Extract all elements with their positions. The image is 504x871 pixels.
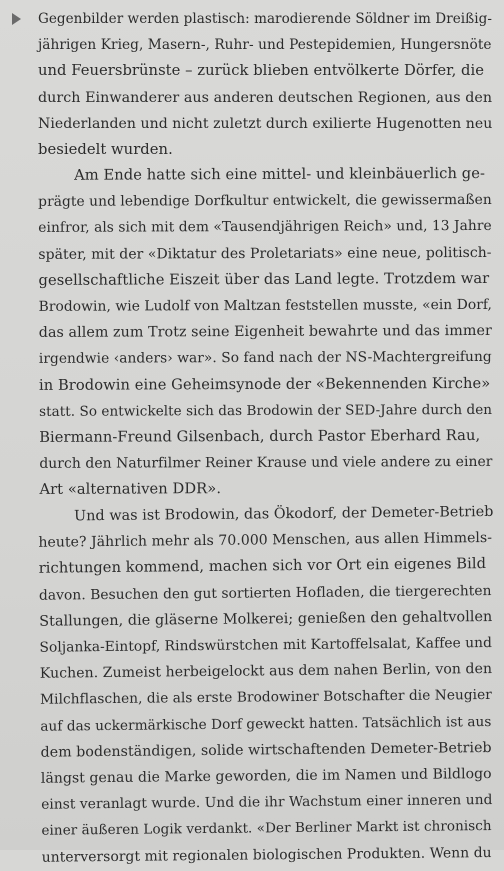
text-line: einfror, als sich mit dem «Tausendjährigen Reich» und, 13 Jahre: [38, 218, 492, 237]
text-line: Brodowin, wie Ludolf von Maltzan feststellen musste, «ein Dorf,: [38, 297, 493, 316]
text-line: statt. So entwickelte sich das Brodowin der SED-Jahre durch den: [39, 401, 493, 420]
text-line: besiedelt wurden.: [38, 141, 173, 159]
triangle-bullet-icon: [12, 13, 21, 25]
text-line: unterversorgt mit regionalen biologischen Produkten. Wenn du: [41, 844, 492, 866]
text-line: richtungen kommend, machen sich vor Ort ein eigenes Bild: [38, 555, 487, 577]
text-line: und Feuersbrünste – zurück blieben entvölkerte Dörfer, die: [38, 62, 485, 80]
text-line: Art «alternativen DDR».: [39, 480, 222, 499]
text-line: später, mit der «Diktatur des Proletariats» eine neue, politisch-: [38, 244, 492, 263]
text-line: längst genau die Marke geworden, die im Namen und Bildlogo: [40, 765, 492, 787]
text-line: durch den Naturfilmer Reiner Krause und viele andere zu einer: [39, 454, 493, 473]
text-line: irgendwie ‹anders› war». So fand nach der NS-Machtergreifung: [38, 349, 492, 368]
text-line: auf das uckermärkische Dorf geweckt hatten. Tatsächlich ist aus: [40, 713, 492, 735]
paragraph-2: [12, 161, 495, 504]
text-line: Soljanka-Eintopf, Rindswürstchen mit Kartoffelsalat, Kaffee und: [39, 634, 493, 656]
text-line: Gegenbilder werden plastisch: marodierende Söldner im Dreißig-: [38, 11, 492, 27]
paragraph-3: [12, 499, 498, 871]
text-line: einer äußeren Logik verdankt. «Der Berliner Markt ist chronisch: [41, 818, 492, 840]
text-line: Biermann-Freund Gilsenbach, durch Pastor Eberhard Rau,: [39, 427, 481, 447]
text-line: Am Ende hatte sich eine mittel- und kleinbäuerlich ge-: [74, 165, 486, 184]
text-line: das allem zum Trotz seine Eigenheit bewahrte und das immer: [38, 323, 492, 342]
text-line: Und was ist Brodowin, das Ökodorf, der Demeter-Betrieb: [74, 503, 494, 525]
text-line: gesellschaftliche Eiszeit über das Land legte. Trotzdem war: [38, 269, 490, 289]
text-line: Niederlanden und nicht zuletzt durch exilierte Hugenotten neu: [38, 115, 493, 132]
paragraph-1: [12, 6, 494, 163]
text-line: prägte und lebendige Dorfkultur entwickelt, die gewissermaßen: [38, 192, 492, 211]
text-line: Stallungen, die gläserne Molkerei; genießen den gehaltvollen: [39, 608, 493, 630]
text-line: Milchflaschen, die als erste Brodowiner Botschafter die Neugier: [39, 687, 492, 708]
text-line: heute? Jährlich mehr als 70.000 Menschen, aus allen Himmels-: [38, 530, 493, 551]
text-line: jährigen Krieg, Masern-, Ruhr- und Pestepidemien, Hungersnöte: [38, 37, 492, 54]
text-line: durch Einwanderer aus anderen deutschen Regionen, aus den: [38, 89, 493, 106]
text-line: dem bodenständigen, solide wirtschaftenden Demeter-Betrieb: [40, 739, 492, 761]
text-line: davon. Besuchen den gut sortierten Hofladen, die tiergerechten: [38, 582, 492, 604]
text-line: einst veranlagt wurde. Und die ihr Wachstum einer inneren und: [41, 792, 493, 813]
text-line: Kuchen. Zumeist herbeigelockt aus dem nahen Berlin, von den: [39, 661, 493, 682]
text-line: in Brodowin eine Geheimsynode der «Bekennenden Kirche»: [38, 374, 491, 394]
